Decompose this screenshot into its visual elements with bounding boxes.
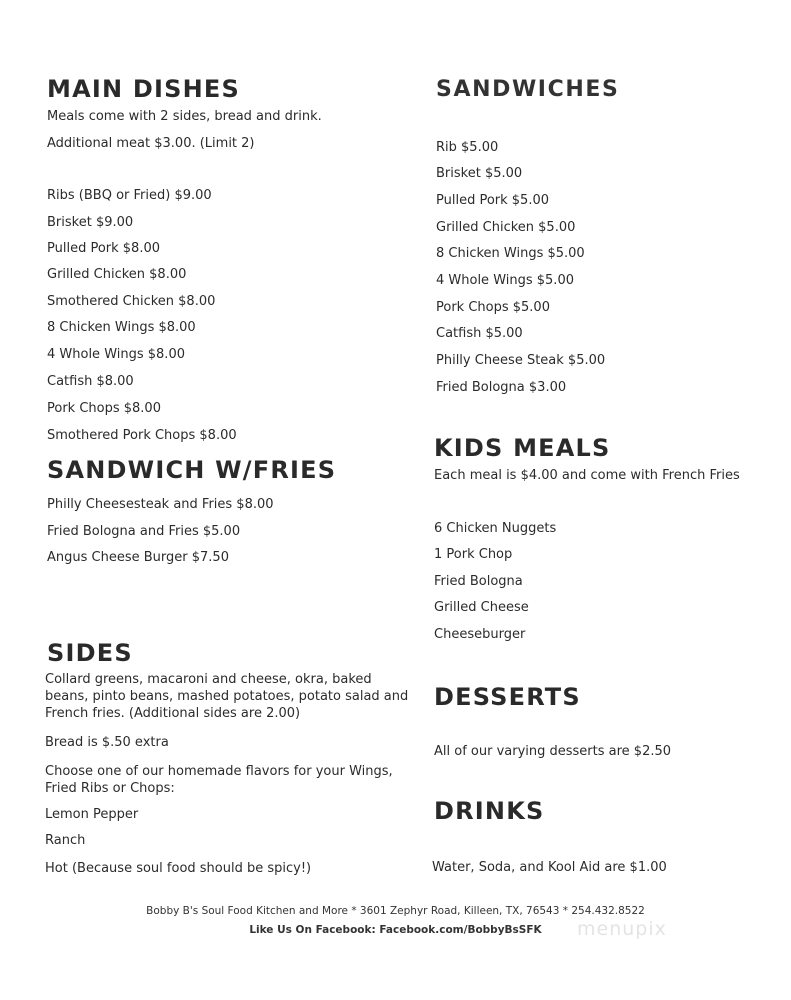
menu-item: 4 Whole Wings $5.00 (436, 273, 574, 288)
menu-item: Fried Bologna and Fries $5.00 (47, 524, 241, 539)
sandwich-fries-title: SANDWICH W/FRIES (47, 456, 337, 484)
menu-item: 1 Pork Chop (434, 547, 513, 562)
menu-item: Brisket $9.00 (47, 215, 134, 230)
desserts-note: All of our varying desserts are $2.50 (434, 744, 672, 759)
menu-item: Catfish $8.00 (47, 374, 134, 389)
menu-item: Philly Cheese Steak $5.00 (436, 353, 606, 368)
flavors-intro: Choose one of our homemade flavors for your Wings, Fried Ribs or Chops: (45, 764, 393, 796)
menu-item: Fried Bologna (434, 574, 523, 589)
drinks-title: DRINKS (434, 797, 545, 825)
menu-item: 6 Chicken Nuggets (434, 521, 557, 536)
menu-item: Angus Cheese Burger $7.50 (47, 550, 229, 565)
menu-item: Brisket $5.00 (436, 166, 523, 181)
sides-title: SIDES (47, 639, 133, 667)
footer-facebook: Like Us On Facebook: Facebook.com/BobbyBsSFK (249, 924, 542, 936)
desserts-title: DESSERTS (434, 683, 581, 711)
menu-item: 8 Chicken Wings $8.00 (47, 320, 196, 335)
menu-item: Grilled Cheese (434, 600, 529, 615)
flavor-item: Ranch (45, 833, 86, 848)
menu-item: Cheeseburger (434, 627, 526, 642)
kids-meals-note: Each meal is $4.00 and come with French Fries (434, 468, 740, 483)
menu-item: Smothered Chicken $8.00 (47, 294, 216, 309)
menu-item: Grilled Chicken $8.00 (47, 267, 187, 282)
menu-item: Catfish $5.00 (436, 326, 523, 341)
menu-item: Rib $5.00 (436, 140, 499, 155)
main-dishes-title: MAIN DISHES (47, 75, 240, 103)
footer-address: Bobby B's Soul Food Kitchen and More * 3601 Zephyr Road, Killeen, TX, 76543 * 254.432.8522 (146, 905, 645, 917)
menu-item: Pulled Pork $8.00 (47, 241, 161, 256)
menu-item: Fried Bologna $3.00 (436, 380, 567, 395)
menu-item: 4 Whole Wings $8.00 (47, 347, 185, 362)
sides-description: Collard greens, macaroni and cheese, okra, baked beans, pinto beans, mashed potatoes, potato salad and French fries. (Additional sides are 2.00) (45, 672, 409, 721)
menu-item: Pork Chops $8.00 (47, 401, 161, 416)
menu-item: Grilled Chicken $5.00 (436, 220, 576, 235)
flavor-item: Hot (Because soul food should be spicy!) (45, 861, 312, 876)
menu-item: Pork Chops $5.00 (436, 300, 550, 315)
watermark: menupix (577, 918, 667, 940)
menu-item: Philly Cheesesteak and Fries $8.00 (47, 497, 274, 512)
sandwiches-title: SANDWICHES (436, 77, 620, 102)
menu-item: Pulled Pork $5.00 (436, 193, 550, 208)
main-dishes-note: Additional meat $3.00. (Limit 2) (47, 136, 255, 151)
drinks-note: Water, Soda, and Kool Aid are $1.00 (432, 860, 667, 875)
menu-item: Smothered Pork Chops $8.00 (47, 428, 237, 443)
menu-item: Ribs (BBQ or Fried) $9.00 (47, 188, 212, 203)
main-dishes-note: Meals come with 2 sides, bread and drink. (47, 109, 322, 124)
flavor-item: Lemon Pepper (45, 807, 139, 822)
bread-note: Bread is $.50 extra (45, 735, 169, 750)
kids-meals-title: KIDS MEALS (434, 434, 611, 462)
menu-item: 8 Chicken Wings $5.00 (436, 246, 585, 261)
